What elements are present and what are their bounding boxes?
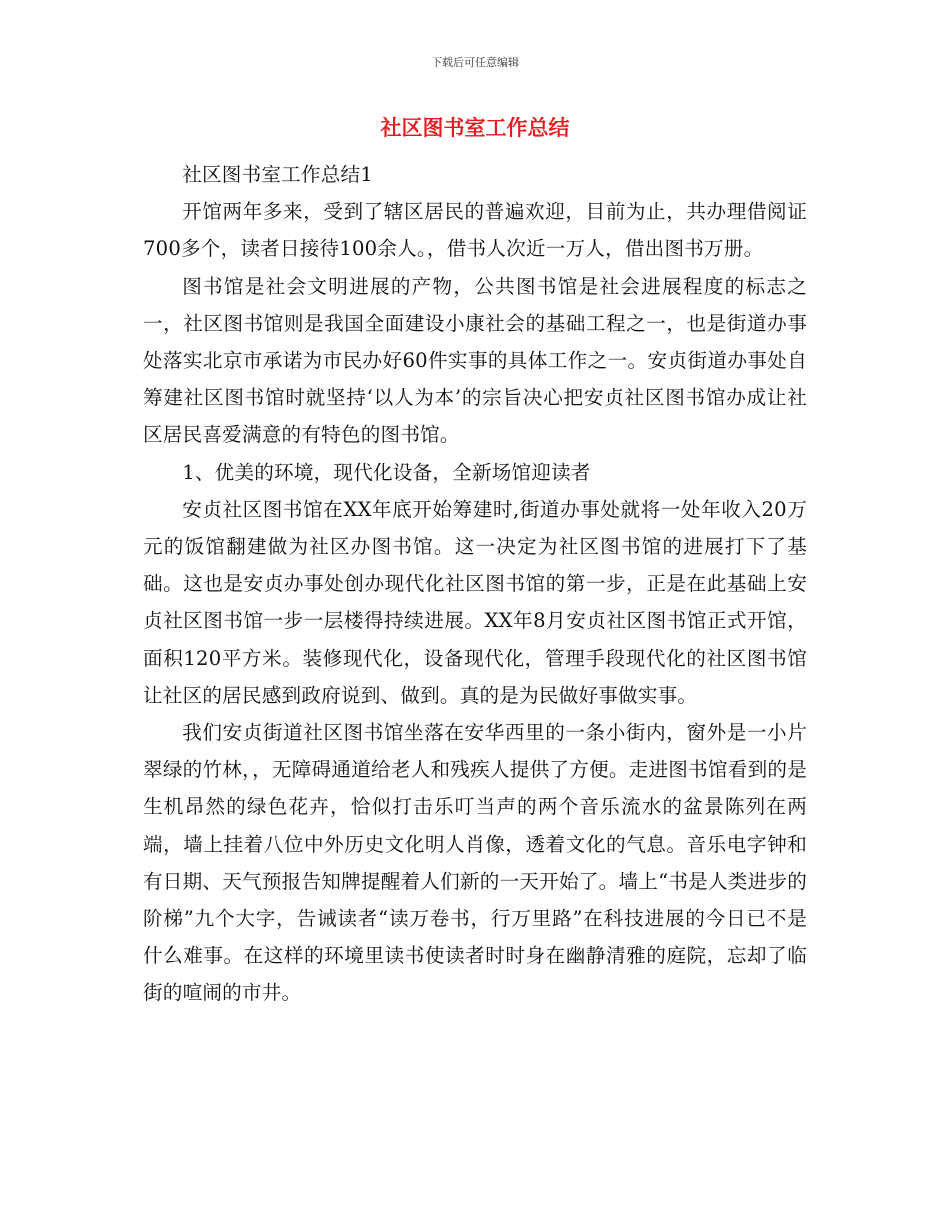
paragraph-subtitle: 社区图书室工作总结1 [182, 163, 373, 186]
paragraph: 图书馆是社会文明进展的产物，公共图书馆是社会进展程度的标志之一，社区图书馆则是我国全面建设小康社会的基础工程之一，也是街道办事处落实北京市承诺为市民办好60件实事的具体工作之一。安贞街道办事处自筹建社区图书馆时就坚持‘以人为本’的宗旨决心把安贞社区图书馆办成让社区居民喜爱满意的有特色的图书馆。 [143, 274, 807, 447]
paragraph: 我们安贞街道社区图书馆坐落在安华西里的一条小街内，窗外是一小片翠绿的竹林，，无障碍通道给老人和残疾人提供了方便。走进图书馆看到的是生机昂然的绿色花卉，恰似打击乐叮当声的两个音乐流水的盆景陈列在两端，墙上挂着八位中外历史文化明人肖像，透着文化的气息。音乐电字钟和有日期、天气预报告知牌提醒着人们新的一天开始了。墙上“书是人类进步的阶梯”九个大字，告诫读者“读万卷书，行万里路”在科技进展的今日已不是什么难事。在这样的环境里读书使读者时时身在幽静清雅的庭院，忘却了临街的喧闹的市井。 [143, 721, 807, 1005]
document-body [143, 156, 807, 1012]
paragraph: 安贞社区图书馆在XX年底开始筹建时,街道办事处就将一处年收入20万元的饭馆翻建做为社区办图书馆。这一决定为社区图书馆的进展打下了基础。这也是安贞办事处创办现代化社区图书馆的第一步，正是在此基础上安贞社区图书馆一步一层楼得持续进展。XX年8月安贞社区图书馆正式开馆，面积120平方米。装修现代化，设备现代化，管理手段现代化的社区图书馆让社区的居民感到政府说到、做到。真的是为民做好事做实事。 [143, 497, 807, 707]
section-heading: 1、优美的环境，现代化设备，全新场馆迎读者 [182, 460, 591, 484]
paragraph: 开馆两年多来，受到了辖区居民的普遍欢迎，目前为止，共办理借阅证700多个，读者日接待100余人。，借书人次近一万人，借出图书万册。 [143, 200, 807, 261]
header-note: 下载后可任意编辑 [431, 56, 519, 69]
document-title: 社区图书室工作总结 [380, 116, 570, 140]
